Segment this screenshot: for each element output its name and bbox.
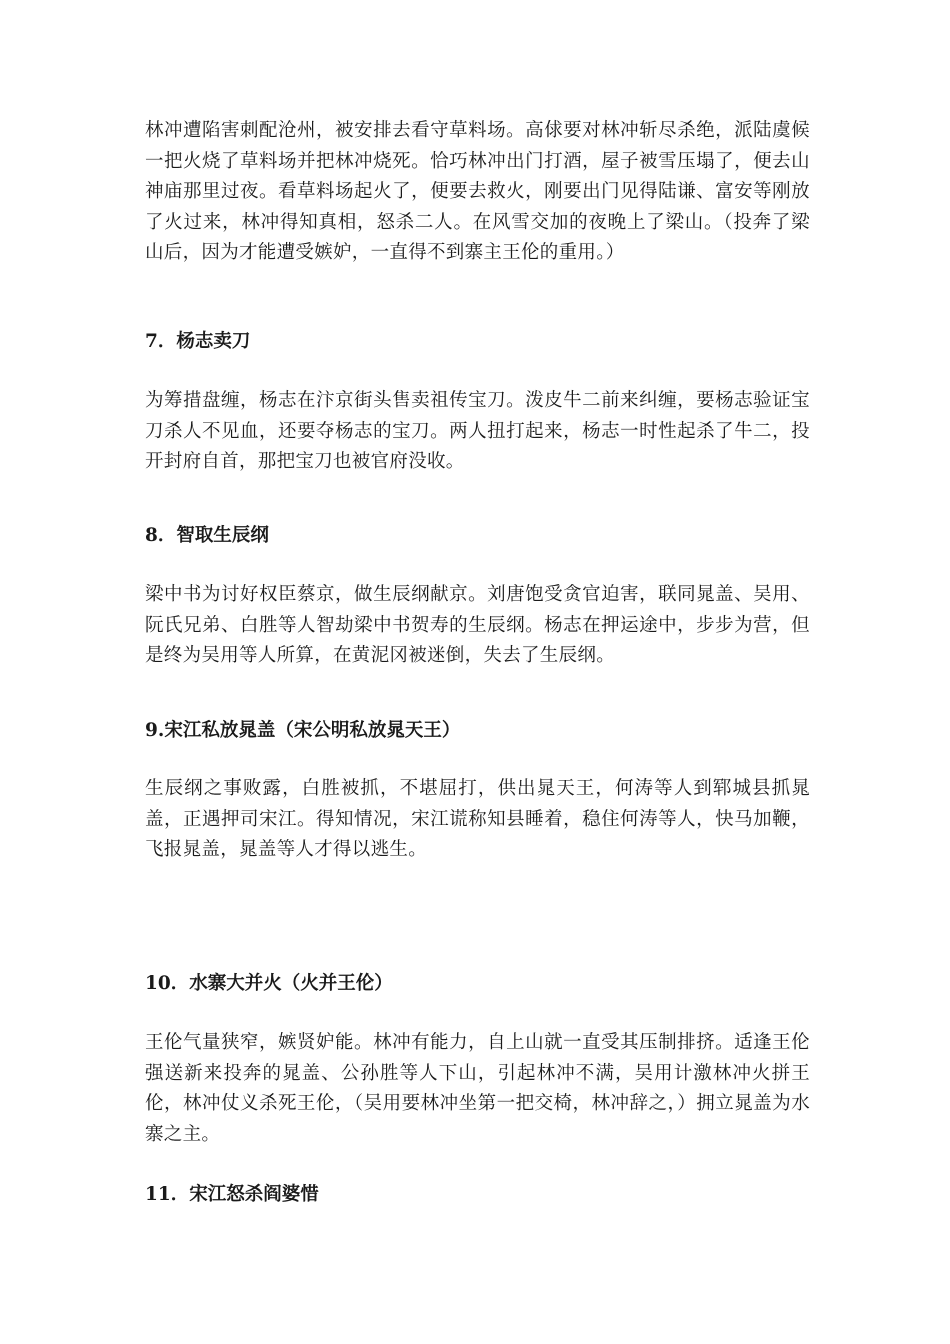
heading-water-fortress: 10．水寨大并火（火并王伦） [145,973,393,994]
heading-song-jiang-kills-yan-poxi: 11．宋江怒杀阎婆惜 [145,1184,319,1205]
paragraph-yang-zhi: 为筹措盘缠，杨志在汴京街头售卖祖传宝刀。泼皮牛二前来纠缠，要杨志验证宝刀杀人不见血，还要夺杨志的宝刀。两人扭打起来，杨志一时性起杀了牛二，投开封府自首，那把宝刀也被官府没收。 [145,390,810,472]
paragraph-birthday-gifts: 梁中书为讨好权臣蔡京，做生辰纲献京。刘唐饱受贪官迫害，联同晁盖、吴用、阮氏兄弟、白胜等人智劫梁中书贺寿的生辰纲。杨志在押运途中，步步为营，但是终为吴用等人所算，在黄泥冈被迷倒，失去了生辰纲。 [145,584,810,666]
heading-yang-zhi-sells-sabre: 7．杨志卖刀 [145,331,251,352]
paragraph-wang-lun: 王伦气量狭窄，嫉贤妒能。林冲有能力，自上山就一直受其压制排挤。适逢王伦强送新来投奔的晁盖、公孙胜等人下山，引起林冲不满，吴用计激林冲火拼王伦，林冲仗义杀死王伦，（吴用要林冲坐第一把交椅，林冲辞之，）拥立晁盖为水寨之主。 [145,1032,810,1145]
heading-birthday-gifts: 8．智取生辰纲 [145,525,269,546]
heading-song-jiang-releases-chao-gai: 9.宋江私放晁盖（宋公明私放晁天王） [145,720,461,741]
paragraph-lin-chong: 林冲遭陷害刺配沧州，被安排去看守草料场。高俅要对林冲斩尽杀绝，派陆虞候一把火烧了草料场并把林冲烧死。恰巧林冲出门打酒，屋子被雪压塌了，便去山神庙那里过夜。看草料场起火了，便要去救火，刚要出门见得陆谦、富安等刚放了火过来，林冲得知真相，怒杀二人。在风雪交加的夜晚上了梁山。（投奔了梁山后，因为才能遭受嫉妒，一直得不到寨主王伦的重用。） [145,120,810,263]
paragraph-song-jiang: 生辰纲之事败露，白胜被抓，不堪屈打，供出晁天王，何涛等人到郓城县抓晁盖，正遇押司宋江。得知情况，宋江谎称知县睡着，稳住何涛等人，快马加鞭，飞报晁盖，晁盖等人才得以逃生。 [145,778,810,860]
